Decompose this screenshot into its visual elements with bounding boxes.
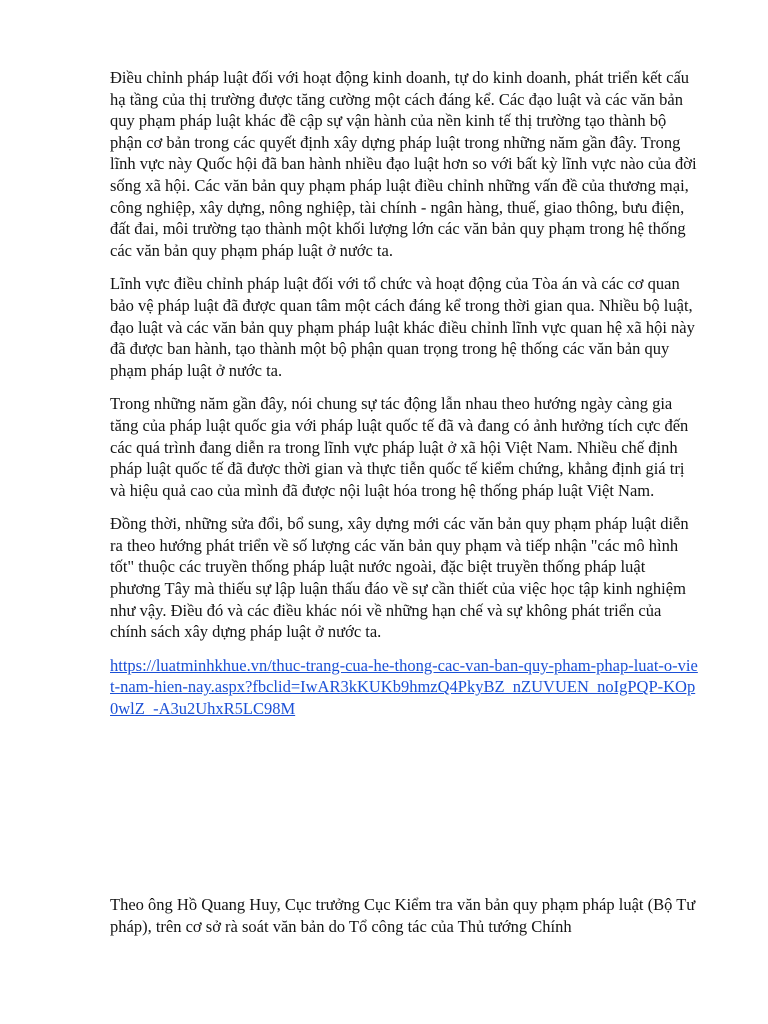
paragraph-court-organization: Lĩnh vực điều chỉnh pháp luật đối với tổ chức và hoạt động của Tòa án và các cơ quan bảo vệ pháp luật đã được quan tâm một cách đáng kể trong thời gian qua. Nhiều bộ luật, đạo luật và các văn bản quy phạm pháp luật khác điều chỉnh lĩnh vực quan hệ xã hội này đã được ban hành, tạo thành một bộ phận quan trọng trong hệ thống các văn bản quy phạm pháp luật ở nước ta. bbox=[110, 274, 695, 380]
paragraph-business-law: Điều chỉnh pháp luật đối với hoạt động kinh doanh, tự do kinh doanh, phát triển kết cấu hạ tầng của thị trường được tăng cường một cách đáng kể. Các đạo luật và các văn bản quy phạm pháp luật khác đề cập sự vận hành của nền kinh tế thị trường tạo thành bộ phận cơ bản trong các quyết định xây dựng pháp luật trong những năm gần đây. Trong lĩnh vực này Quốc hội đã ban hành nhiều đạo luật hơn so với bất kỳ lĩnh vực nào của đời sống xã hội. Các văn bản quy phạm pháp luật điều chỉnh những vấn đề của thương mại, công nghiệp, xây dựng, nông nghiệp, tài chính - ngân hàng, thuế, giao thông, bưu điện, đất đai, môi trường tạo thành một khối lượng lớn các văn bản quy phạm trong hệ thống các văn bản quy phạm pháp luật ở nước ta. bbox=[110, 68, 697, 260]
paragraph-closing: Theo ông Hồ Quang Huy, Cục trưởng Cục Kiểm tra văn bản quy phạm pháp luật (Bộ Tư pháp), trên cơ sở rà soát văn bản do Tổ công tác của Thủ tướng Chính bbox=[110, 895, 696, 936]
source-link[interactable]: https://luatminhkhue.vn/thuc-trang-cua-he-thong-cac-van-ban-quy-pham-phap-luat-o-viet-nam-hien-nay.aspx?fbclid=IwAR3kKUKb9hmzQ4PkyBZ_nZUVUEN_noIgPQP-KOp0wlZ_-A3u2UhxR5LC98M bbox=[110, 655, 698, 719]
paragraph-international-law: Trong những năm gần đây, nói chung sự tác động lẫn nhau theo hướng ngày càng gia tăng của pháp luật quốc gia với pháp luật quốc tế đã và đang có ảnh hưởng tích cực đến các quá trình đang diễn ra trong lĩnh vực pháp luật ở xã hội Việt Nam. Nhiều chế định pháp luật quốc tế đã được thời gian và thực tiễn quốc tế kiểm chứng, khẳng định giá trị và hiệu quả cao của mình đã được nội luật hóa trong hệ thống pháp luật Việt Nam. bbox=[110, 394, 689, 500]
paragraph-amendments: Đồng thời, những sửa đổi, bổ sung, xây dựng mới các văn bản quy phạm pháp luật diễn ra theo hướng phát triển về số lượng các văn bản quy phạm và tiếp nhận "các mô hình tốt" thuộc các truyền thống pháp luật nước ngoài, đặc biệt truyền thống pháp luật phương Tây mà thiếu sự lập luận thấu đáo về sự cần thiết của việc học tập kinh nghiệm như vậy. Điều đó và các điều khác nói về những hạn chế và sự không phát triển của chính sách xây dựng pháp luật ở nước ta. bbox=[110, 514, 689, 642]
document-body bbox=[110, 67, 698, 720]
